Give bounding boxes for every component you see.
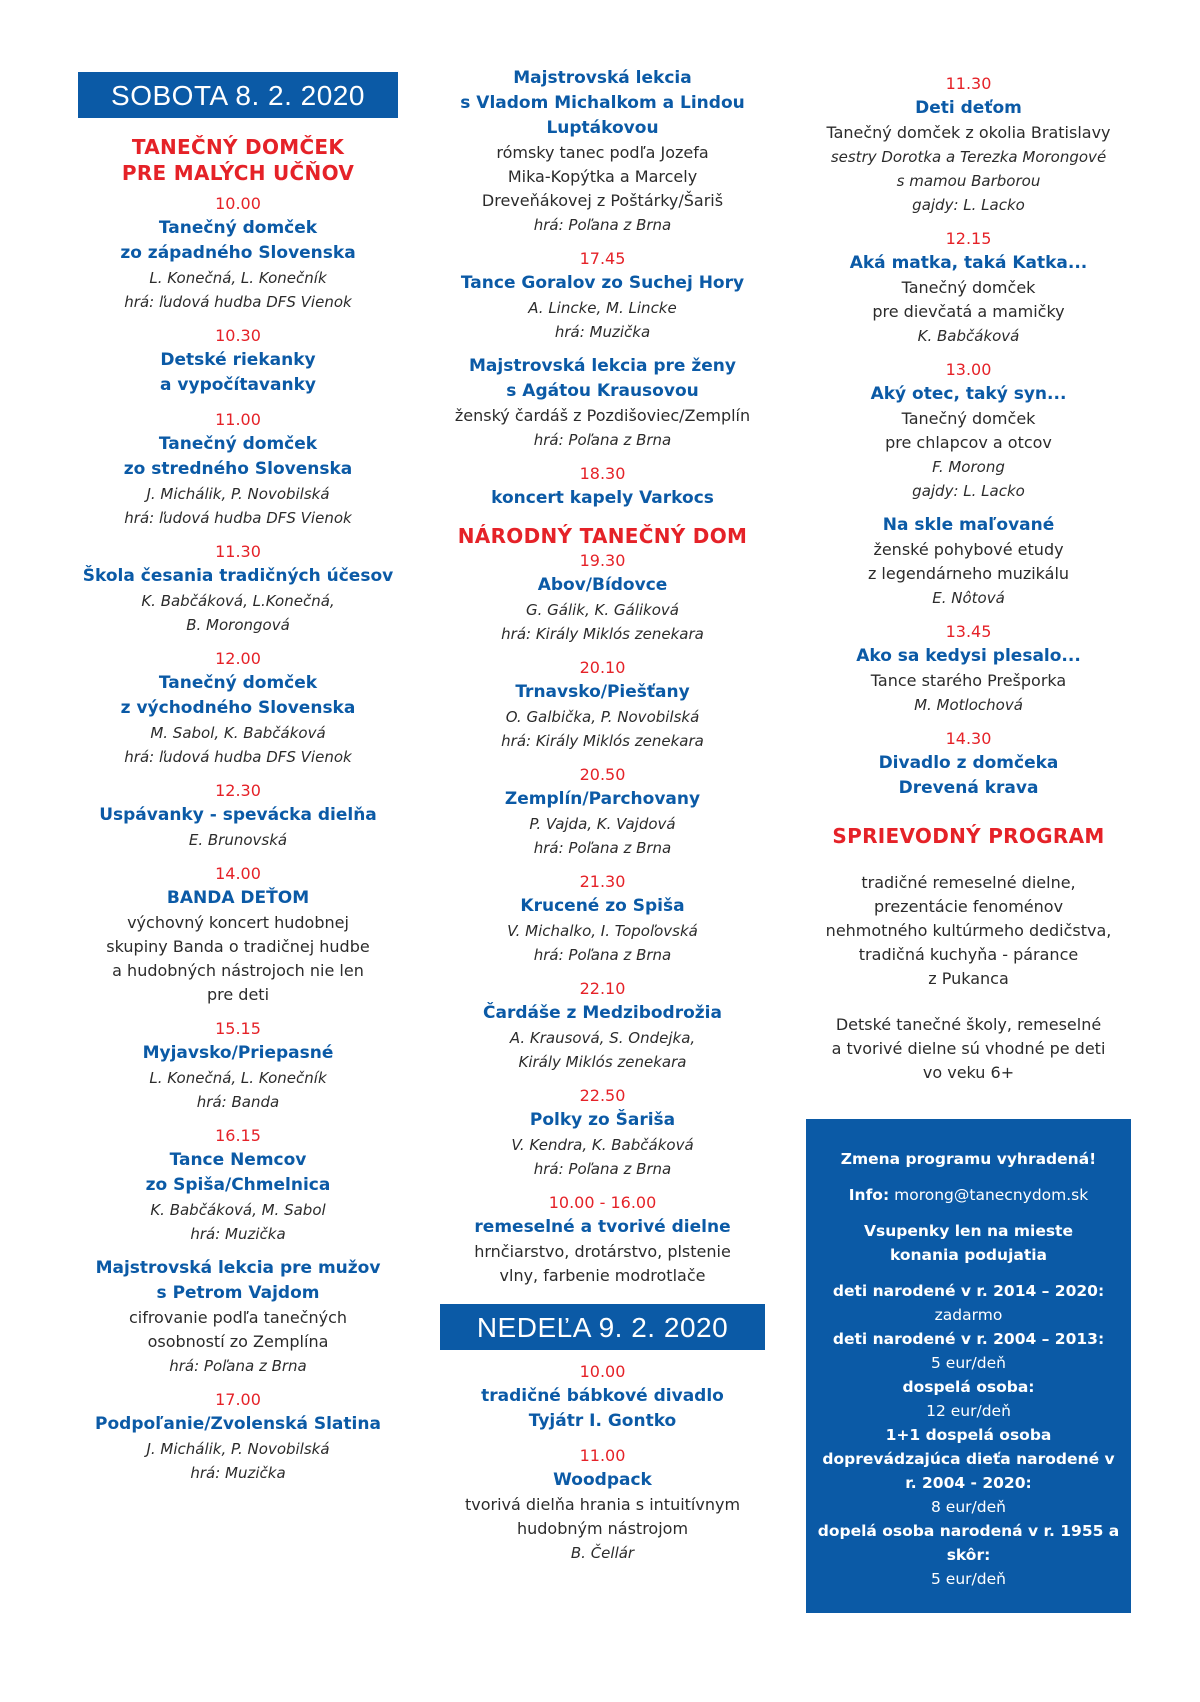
event-time: 12.30 [215, 781, 261, 800]
event-description: Tanečný domček z okolia Bratislavy [826, 123, 1111, 142]
tickets-note: Vsupenky len na mieste [864, 1222, 1073, 1240]
section-title-national-dance-house: NÁRODNÝ TANEČNÝ DOM [457, 524, 748, 548]
event-performers: J. Michálik, P. Novobilská [146, 485, 330, 503]
event-title: Zemplín/Parchovany [504, 789, 701, 809]
event-performers: V. Michalko, I. Topoľovská [507, 922, 698, 940]
event-title: Luptákovou [546, 118, 659, 138]
event-item [440, 977, 765, 1074]
event-performers: hrá: Poľana z Brna [533, 839, 672, 857]
event-time: 14.00 [215, 864, 261, 883]
event-title: Majstrovská lekcia pre ženy [469, 356, 736, 376]
event-item [78, 1388, 398, 1485]
event-performers: E. Brunovská [188, 831, 288, 849]
event-list [440, 549, 765, 1298]
event-list [440, 1360, 765, 1575]
event-description: pre dievčatá a mamičky [872, 302, 1065, 321]
info-box [806, 1119, 1131, 1613]
event-item [78, 1256, 398, 1378]
event-title: Čardáše z Medzibodrožia [483, 1003, 722, 1023]
notes-line: tradičné remeselné dielne, [861, 873, 1076, 892]
event-time: 10.00 [215, 194, 261, 213]
event-description: pre deti [206, 985, 270, 1004]
event-title: Divadlo z domčeka [878, 753, 1059, 773]
tickets-note: konania podujatia [889, 1246, 1048, 1264]
event-description: Mika-Kopýtka a Marcely [507, 167, 698, 186]
event-time: 11.30 [215, 542, 261, 561]
event-performers: L. Konečná, L. Konečník [149, 269, 327, 287]
event-performers: O. Galbička, P. Novobilská [505, 708, 700, 726]
event-title: Majstrovská lekcia [513, 68, 692, 88]
info-label: Info: [848, 1186, 890, 1204]
event-performers: hrá: Poľana z Brna [533, 946, 672, 964]
event-time: 20.50 [579, 765, 626, 784]
event-performers: Király Miklós zenekara [518, 1053, 687, 1071]
event-item [806, 727, 1131, 801]
accompanying-notes [826, 871, 1112, 1107]
event-description: tvorivá dielňa hrania s intuitívnym [464, 1495, 741, 1514]
event-performers: G. Gálik, K. Gáliková [526, 601, 679, 619]
event-item [78, 779, 398, 852]
event-performers: hrá: Poľana z Brna [169, 1357, 307, 1375]
event-item [78, 408, 398, 530]
event-time: 13.00 [945, 360, 992, 379]
event-title: Tyjátr I. Gontko [528, 1411, 677, 1431]
event-item [440, 763, 765, 860]
event-performers: K. Babčáková [917, 327, 1020, 345]
event-time: 11.00 [579, 1446, 626, 1465]
event-performers: K. Babčáková, M. Sabol [150, 1201, 326, 1219]
event-time: 11.30 [945, 74, 992, 93]
event-title: Aká matka, taká Katka... [849, 253, 1088, 273]
column-saturday-continued [440, 66, 765, 1575]
event-description: skupiny Banda o tradičnej hudbe [106, 937, 370, 956]
event-time: 15.15 [215, 1019, 261, 1038]
event-performers: J. Michálik, P. Novobilská [146, 1440, 330, 1458]
event-item [440, 66, 765, 237]
event-title: tradičné bábkové divadlo [481, 1386, 724, 1406]
event-item [78, 1124, 398, 1246]
event-performers: hrá: Király Miklós zenekara [501, 732, 704, 750]
event-time: 21.30 [579, 872, 626, 891]
event-title: zo Spiša/Chmelnica [145, 1175, 331, 1195]
event-item [440, 1084, 765, 1181]
price-label: 1+1 dospelá osoba doprevádzajúca dieťa narodené v r. 2004 - 2020: [822, 1426, 1115, 1492]
price-label: deti narodené v r. 2014 – 2020: [832, 1282, 1105, 1300]
event-time: 10.30 [215, 326, 261, 345]
event-title: zo západného Slovenska [120, 243, 356, 263]
event-description: vlny, farbenie modrotlače [499, 1266, 706, 1285]
event-description: Tance starého Prešporka [870, 671, 1067, 690]
event-description: Dreveňákovej z Poštárky/Šariš [481, 191, 724, 210]
event-performers: L. Konečná, L. Konečník [149, 1069, 327, 1087]
event-item [78, 540, 398, 637]
event-title: Tanečný domček [158, 434, 318, 454]
event-title: Detské riekanky [160, 350, 316, 370]
event-item [440, 1191, 765, 1288]
event-description: pre chlapcov a otcov [885, 433, 1052, 452]
event-title: Ako sa kedysi plesalo... [856, 646, 1081, 666]
program-change-note: Zmena programu vyhradená! [840, 1150, 1097, 1168]
event-item [440, 1444, 765, 1565]
event-list [440, 66, 765, 521]
event-performers: A. Krausová, S. Ondejka, [509, 1029, 696, 1047]
event-time: 20.10 [579, 658, 626, 677]
section-title-line: TANEČNÝ DOMČEK [131, 135, 345, 159]
event-description: cifrovanie podľa tanečných [128, 1308, 348, 1327]
price-value: zadarmo [934, 1306, 1003, 1324]
day-banner-saturday: SOBOTA 8. 2. 2020 [78, 72, 398, 118]
price-label: dospelá osoba: [902, 1378, 1035, 1396]
event-item [440, 656, 765, 753]
event-item [78, 192, 398, 314]
event-title: z východného Slovenska [120, 698, 356, 718]
event-title: Tanečný domček [158, 218, 318, 238]
event-item [806, 358, 1131, 503]
info-line [816, 1183, 1121, 1207]
notes-dance-schools [826, 1013, 1112, 1085]
event-title: Tanečný domček [158, 673, 318, 693]
notes-line: a tvorivé dielne sú vhodné pe deti [831, 1039, 1106, 1058]
event-description: ženské pohybové etudy [873, 540, 1064, 559]
event-performers: hrá: ľudová hudba DFS Vienok [124, 293, 352, 311]
event-performers: A. Lincke, M. Lincke [528, 299, 677, 317]
event-title: Abov/Bídovce [537, 575, 668, 595]
event-title: Tance Nemcov [169, 1150, 307, 1170]
event-item [78, 324, 398, 398]
event-time: 13.45 [945, 622, 992, 641]
event-performers: B. Čellár [570, 1544, 635, 1562]
info-email-link[interactable]: morong@tanecnydom.sk [894, 1186, 1089, 1204]
event-time: 22.50 [579, 1086, 626, 1105]
event-time: 11.00 [215, 410, 261, 429]
event-performers: sestry Dorotka a Terezka Morongové [830, 148, 1107, 166]
event-performers: K. Babčáková, L.Konečná, [141, 592, 335, 610]
event-title: Tance Goralov zo Suchej Hory [460, 273, 745, 293]
event-description: Tanečný domček [901, 409, 1036, 428]
event-performers: hrá: ľudová hudba DFS Vienok [124, 509, 352, 527]
event-performers: P. Vajda, K. Vajdová [529, 815, 676, 833]
event-performers: B. Morongová [186, 616, 290, 634]
event-description: výchovný koncert hudobnej [127, 913, 349, 932]
notes-crafts [826, 871, 1112, 991]
section-title-small-apprentices [122, 134, 354, 186]
event-performers: gajdy: L. Lacko [912, 196, 1025, 214]
event-item [806, 72, 1131, 217]
event-title: Aký otec, taký syn... [870, 384, 1067, 404]
event-title: Škola česania tradičných účesov [82, 566, 394, 586]
event-description: a hudobných nástrojoch nie len [112, 961, 364, 980]
event-title: a vypočítavanky [160, 375, 316, 395]
event-list [806, 72, 1131, 811]
event-item [440, 870, 765, 967]
event-title: zo stredného Slovenska [123, 459, 353, 479]
event-time: 12.00 [215, 649, 261, 668]
event-time: 10.00 - 16.00 [548, 1193, 657, 1212]
event-performers: F. Morong [932, 458, 1005, 476]
event-title: remeselné a tvorivé dielne [474, 1217, 731, 1237]
event-description: Tanečný domček [901, 278, 1036, 297]
event-performers: hrá: Poľana z Brna [533, 431, 672, 449]
notes-line: Detské tanečné školy, remeselné [835, 1015, 1102, 1034]
event-time: 17.45 [579, 249, 626, 268]
event-title: Myjavsko/Priepasné [142, 1043, 334, 1063]
section-title-line: PRE MALÝCH UČŇOV [121, 161, 355, 185]
event-description: osobností zo Zemplína [147, 1332, 329, 1351]
event-title: Podpoľanie/Zvolenská Slatina [95, 1414, 381, 1434]
event-performers: hrá: Poľana z Brna [533, 1160, 672, 1178]
event-description: z legendárneho muzikálu [867, 564, 1070, 583]
price-list [816, 1279, 1121, 1591]
event-performers: hrá: Banda [196, 1093, 280, 1111]
event-performers: hrá: Muzička [190, 1464, 286, 1482]
event-description: ženský čardáš z Pozdišoviec/Zemplín [454, 406, 751, 425]
event-performers: hrá: Muzička [190, 1225, 286, 1243]
event-time: 14.30 [945, 729, 992, 748]
event-performers: V. Kendra, K. Babčáková [511, 1136, 694, 1154]
price-label: deti narodené v r. 2004 – 2013: [832, 1330, 1105, 1348]
column-sunday-continued [806, 72, 1131, 1613]
event-title: Deti deťom [915, 98, 1022, 118]
event-title: Polky zo Šariša [529, 1110, 676, 1130]
event-item [806, 513, 1131, 610]
event-time: 12.15 [945, 229, 992, 248]
event-performers: s mamou Barborou [896, 172, 1041, 190]
event-item [440, 247, 765, 344]
event-performers: hrá: Király Miklós zenekara [501, 625, 704, 643]
event-performers: hrá: ľudová hudba DFS Vienok [124, 748, 352, 766]
event-description: hudobným nástrojom [516, 1519, 689, 1538]
event-performers: hrá: Poľana z Brna [533, 216, 672, 234]
event-time: 10.00 [579, 1362, 626, 1381]
event-performers: E. Nôtová [932, 589, 1005, 607]
notes-line: tradičná kuchyňa - párance [858, 945, 1079, 964]
event-performers: M. Sabol, K. Babčáková [150, 724, 326, 742]
event-item [440, 462, 765, 511]
event-item [806, 620, 1131, 717]
event-item [806, 227, 1131, 348]
event-item [440, 1360, 765, 1434]
event-item [440, 354, 765, 452]
event-list [78, 192, 398, 1495]
event-title: Uspávanky - spevácka dielňa [99, 805, 377, 825]
event-title: Na skle maľované [882, 515, 1055, 535]
event-item [78, 1017, 398, 1114]
event-title: Woodpack [553, 1470, 652, 1490]
price-value: 5 eur/deň [931, 1570, 1006, 1588]
event-title: s Agátou Krausovou [506, 381, 699, 401]
event-description: hrnčiarstvo, drotárstvo, plstenie [474, 1242, 731, 1261]
event-time: 19.30 [579, 551, 626, 570]
event-title: BANDA DEŤOM [166, 888, 310, 908]
price-value: 5 eur/deň [931, 1354, 1006, 1372]
price-label: dopelá osoba narodená v r. 1955 a skôr: [817, 1522, 1120, 1564]
event-title: s Petrom Vajdom [156, 1283, 320, 1303]
column-saturday [78, 72, 398, 1495]
event-time: 16.15 [215, 1126, 261, 1145]
event-description: rómsky tanec podľa Jozefa [496, 143, 709, 162]
event-time: 22.10 [579, 979, 626, 998]
event-title: Drevená krava [898, 778, 1039, 798]
notes-line: nehmotného kultúrmeho dedičstva, [825, 921, 1112, 940]
notes-line: prezentácie fenoménov [873, 897, 1064, 916]
event-title: Majstrovská lekcia pre mužov [95, 1258, 381, 1278]
event-performers: hrá: Muzička [554, 323, 651, 341]
price-value: 12 eur/deň [926, 1402, 1011, 1420]
event-title: koncert kapely Varkocs [491, 488, 714, 508]
event-performers: gajdy: L. Lacko [912, 482, 1025, 500]
notes-line: z Pukanca [928, 969, 1009, 988]
price-value: 8 eur/deň [931, 1498, 1006, 1516]
event-item [440, 549, 765, 646]
event-item [78, 647, 398, 769]
event-title: Krucené zo Spiša [520, 896, 685, 916]
day-banner-sunday: NEDEĽA 9. 2. 2020 [440, 1304, 765, 1350]
event-title: Trnavsko/Piešťany [515, 682, 690, 702]
event-title: s Vladom Michalkom a Lindou [460, 93, 745, 113]
event-time: 17.00 [215, 1390, 261, 1409]
notes-line: vo veku 6+ [922, 1063, 1015, 1082]
event-time: 18.30 [579, 464, 626, 483]
section-title-accompanying-program: SPRIEVODNÝ PROGRAM [832, 824, 1105, 848]
event-performers: M. Motlochová [914, 696, 1023, 714]
event-item [78, 862, 398, 1007]
